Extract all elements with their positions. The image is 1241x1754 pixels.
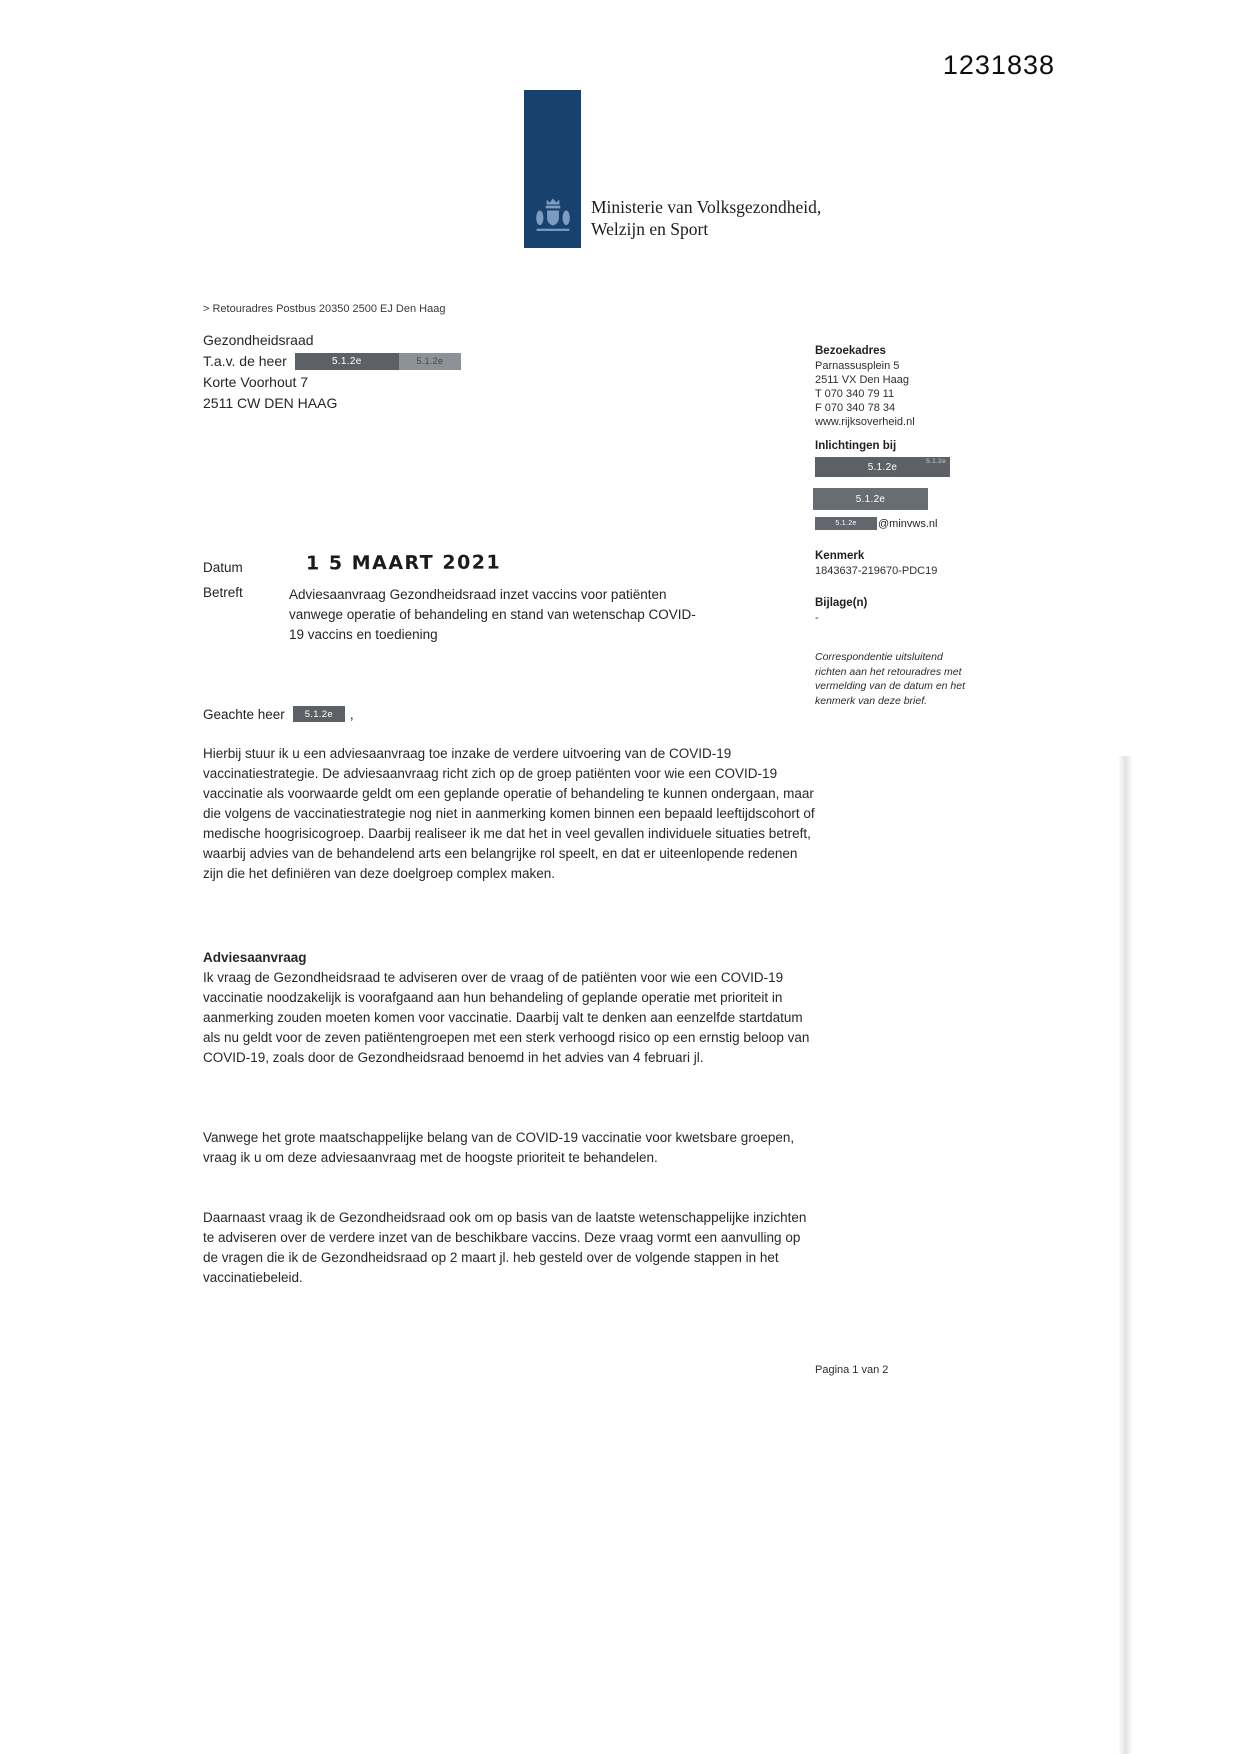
recipient-organization: Gezondheidsraad [203,332,314,348]
ministry-name-line2: Welzijn en Sport [591,219,709,239]
rijksoverheid-logo-bar [524,90,581,248]
contact-email-row [815,517,980,530]
document-number: 1231838 [942,50,1055,80]
salutation [203,706,354,722]
redaction-box-contact-name [815,457,950,477]
paragraph-intro: Hierbij stuur ik u een adviesaanvraag toe inzake de verdere uitvoering van de COVID-19 vaccinatiestrategie. De adviesaanvraag richt zich op de groep patiënten voor wie een COVID-19 vaccinatie als voorwaarde geldt om een geplande operatie of behandeling te kunnen ondergaan, maar die volgens de vaccinatiestrategie nog niet in aanmerking komen binnen een bepaald leeftijdscohort of medische hoogrisicogroep. Daarbij realiseer ik me dat het in veel gevallen individuele situaties betreft, waarbij advies van de behandelend arts een belangrijke rol speelt, en dat er uiteenlopende redenen zijn die het definiëren van deze doelgroep complex maken. [203,746,815,881]
kenmerk-value: 1843637-219670-PDC19 [815,565,938,577]
paragraph-vervolg: Daarnaast vraag ik de Gezondheidsraad ook om op basis van de laatste wetenschappelijke inzichten te adviseren over de verdere inzet van de beschikbare vaccins. Deze vraag vormt een aanvulling op de vragen die ik de Gezondheidsraad op 2 maart jl. heb gesteld over de volgende stappen in het vaccinatiebeleid. [203,1210,807,1285]
bijlage-value: - [815,612,819,624]
section-heading-adviesaanvraag: Adviesaanvraag [203,950,307,965]
bijlage-label: Bijlage(n) [815,597,868,609]
bezoekadres-block [815,345,980,429]
paragraph-adviesaanvraag: Ik vraag de Gezondheidsraad te adviseren over de vraag of de patiënten voor wie een COVID-19 vaccinatie noodzakelijk is voorafgaand aan hun behandeling of geplande operatie met prioriteit in aanmerking zouden moeten komen voor vaccinatie. Daarbij valt te denken aan eenzelfde startdatum als nu geldt voor de zeven patiëntengroepen met een sterk verhoogd risico op een ernstig beloop van COVID-19, zoals door de Gezondheidsraad benoemd in het advies van 4 februari jl. [203,970,810,1065]
redaction-box-email-local: 5.1.2e [815,517,877,530]
scan-artifact [1118,756,1133,1754]
ministry-name [591,196,821,240]
contact-email-domain: @minvws.nl [878,517,938,530]
recipient-attn-row [203,351,461,372]
betreft-text: Adviesaanvraag Gezondheidsraad inzet vaccins voor patiënten vanwege operatie of behandeling en stand van wetenschap COVID-19 vaccins en toediening [289,587,696,642]
bezoekadres-fax: F 070 340 78 34 [815,402,896,414]
bijlage-block [815,597,980,625]
redaction-box-contact-phone: 5.1.2e [813,488,928,510]
inlichtingen-label: Inlichtingen bij [815,440,897,452]
ministry-name-line1: Ministerie van Volksgezondheid, [591,197,822,217]
paragraph-prioriteit: Vanwege het grote maatschappelijke belang van de COVID-19 vaccinatie voor kwetsbare groepen, vraag ik u om deze adviesaanvraag met de hoogste prioriteit te behandelen. [203,1130,795,1165]
redaction-label: 5.1.2e [867,461,898,473]
recipient-street: Korte Voorhout 7 [203,374,309,390]
date-stamp: 1 5 MAART 2021 [305,551,502,575]
coat-of-arms-icon [533,194,573,238]
page-number: Pagina 1 van 2 [815,1364,889,1376]
bezoekadres-website: www.rijksoverheid.nl [815,416,915,428]
redaction-box-salutation: 5.1.2e [293,706,345,722]
recipient-city: 2511 CW DEN HAAG [203,395,338,411]
kenmerk-label: Kenmerk [815,550,865,562]
redaction-box: 5.1.2e [295,353,399,370]
betreft-label: Betreft [203,585,243,600]
recipient-address-block [203,330,461,414]
kenmerk-block [815,550,980,578]
redaction-box-light: 5.1.2e [399,353,461,370]
redaction-small-label: 5.1.2e [926,458,946,465]
bezoekadres-phone: T 070 340 79 11 [815,388,895,400]
salutation-suffix: , [349,706,354,722]
bezoekadres-city: 2511 VX Den Haag [815,374,909,386]
inlichtingen-block [815,440,980,530]
bezoekadres-label: Bezoekadres [815,345,886,357]
salutation-prefix: Geachte heer [203,706,285,722]
datum-label: Datum [203,560,243,575]
correspondence-note: Correspondentie uitsluitend richten aan het retouradres met vermelding van de datum en het kenmerk van deze brief. [815,651,966,707]
bezoekadres-street: Parnassusplein 5 [815,360,900,372]
return-address: > Retouradres Postbus 20350 2500 EJ Den Haag [203,303,446,315]
recipient-attn-prefix: T.a.v. de heer [203,353,287,369]
